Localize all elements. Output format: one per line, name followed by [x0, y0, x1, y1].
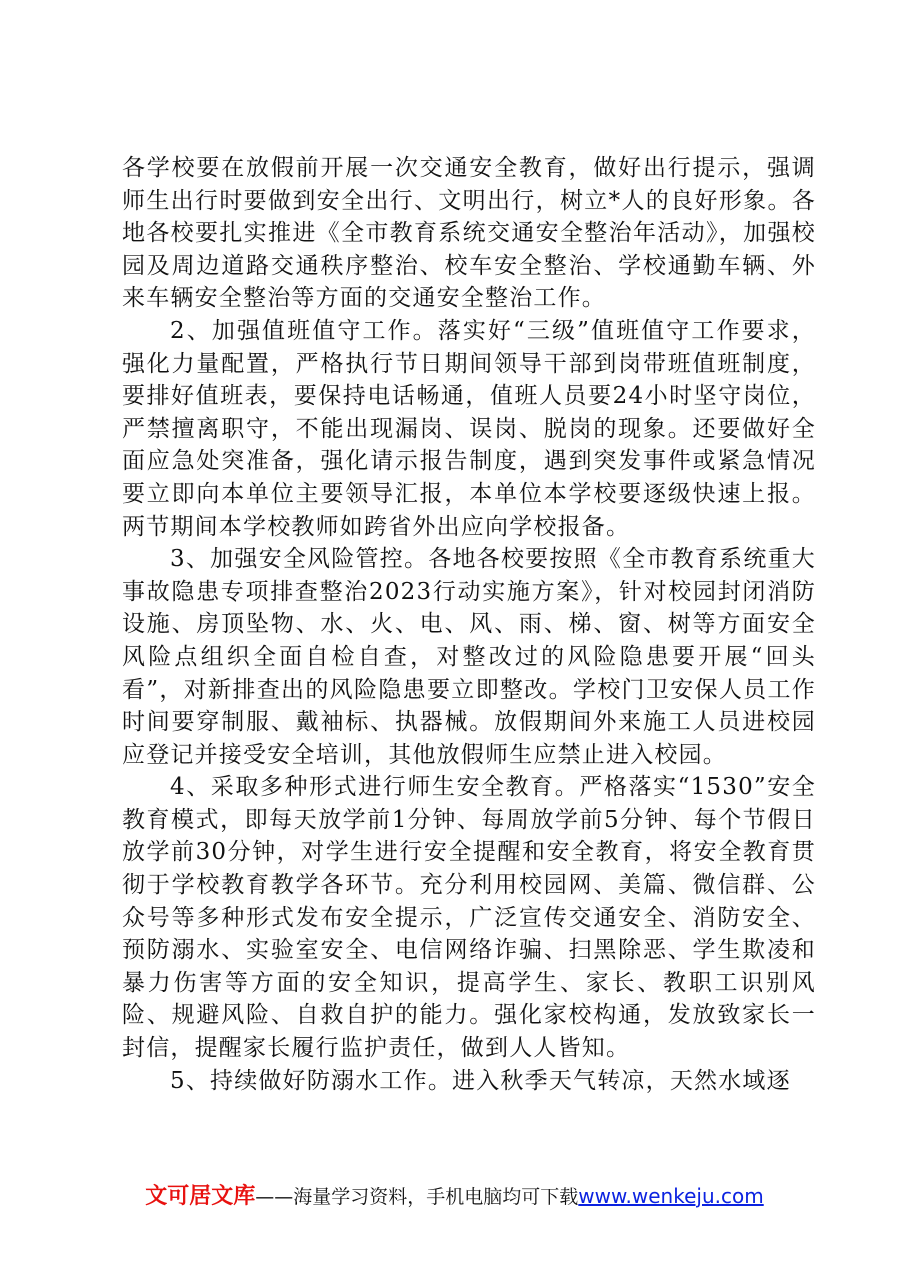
footer-watermark [0, 1180, 909, 1213]
paragraph-risk-control: 3、加强安全风险管控。各地各校要按照《全市教育系统重大事故隐患专项排查整治2023行动实施方案》，针对校园封闭消防设施、房顶坠物、水、火、电、风、雨、梯、窗、树等方面安全风险点组织全面自检自查，对整改过的风险隐患要开展“回头看”，对新排查出的风险隐患要立即整改。学校门卫安保人员工作时间要穿制服、戴袖标、执器械。放假期间外来施工人员进校园应登记并接受安全培训，其他放假师生应禁止进入校园。 [122, 546, 816, 768]
paragraph-duty-work: 2、加强值班值守工作。落实好“三级”值班值守工作要求，强化力量配置，严格执行节日期间领导干部到岗带班值班制度，要排好值班表，要保持电话畅通，值班人员要24小时坚守岗位，严禁擅离职守，不能出现漏岗、误岗、脱岗的现象。还要做好全面应急处突准备，强化请示报告制度，遇到突发事件或紧急情况要立即向本单位主要领导汇报，本单位本学校要逐级快速上报。两节期间本学校教师如跨省外出应向学校报备。 [122, 317, 816, 540]
footer-site-link[interactable]: www.wenkeju.com [578, 1184, 764, 1208]
footer-slogan: ——海量学习资料，手机电脑均可下载 [255, 1186, 579, 1208]
paragraph-drowning-prevention: 5、持续做好防溺水工作。进入秋季天气转凉，天然水域逐 [170, 1067, 791, 1094]
document-body [122, 152, 816, 1097]
footer-brand: 文可居文库 [145, 1184, 256, 1209]
paragraph-traffic-safety: 各学校要在放假前开展一次交通安全教育，做好出行提示，强调师生出行时要做到安全出行、文明出行，树立*人的良好形象。各地各校要扎实推进《全市教育系统交通安全整治年活动》，加强校园及周边道路交通秩序整治、校车安全整治、学校通勤车辆、外来车辆安全整治等方面的交通安全整治工作。 [122, 155, 816, 312]
paragraph-safety-education: 4、采取多种形式进行师生安全教育。严格落实“1530”安全教育模式，即每天放学前1分钟、每周放学前5分钟、每个节假日放学前30分钟，对学生进行安全提醒和安全教育，将安全教育贯彻于学校教育教学各环节。充分利用校园网、美篇、微信群、公众号等多种形式发布安全提示，广泛宣传交通安全、消防安全、预防溺水、实验室安全、电信网络诈骗、扫黑除恶、学生欺凌和暴力伤害等方面的安全知识，提高学生、家长、教职工识别风险、规避风险、自救自护的能力。强化家校构通，发放致家长一封信，提醒家长履行监护责任，做到人人皆知。 [122, 774, 816, 1062]
